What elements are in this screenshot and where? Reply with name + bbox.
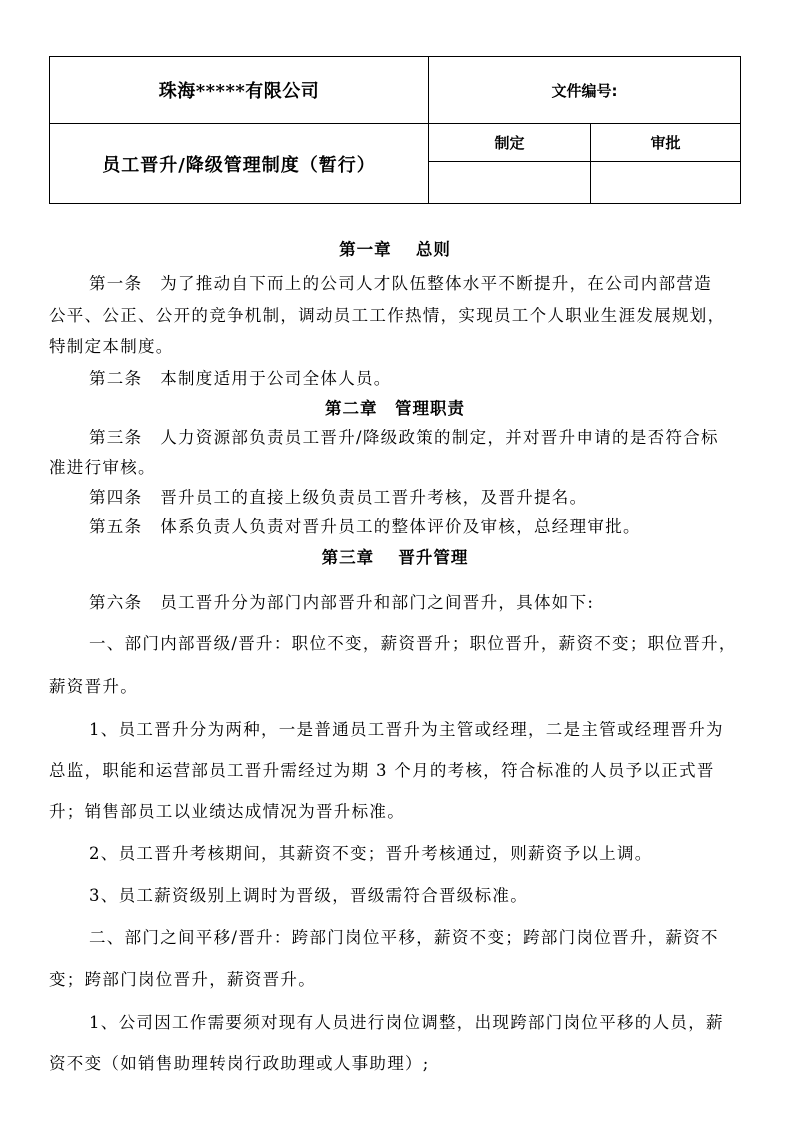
company-name: 珠海*****有限公司 [158,81,320,102]
article-line: 变；跨部门岗位晋升，薪资晋升。 [49,970,316,989]
approved-by-label: 审批 [650,134,681,152]
article-line: 3、员工薪资级别上调时为晋级，晋级需符合晋级标准。 [89,886,528,905]
article-line: 升；销售部员工以业绩达成情况为晋升标准。 [49,802,405,821]
article-line: 1、公司因工作需要须对现有人员进行岗位调整，出现跨部门岗位平移的人员，薪 [89,1013,724,1032]
chapter-heading: 第一章 总则 [339,240,451,259]
article-line: 1、员工晋升分为两种，一是普通员工晋升为主管或经理，二是主管或经理晋升为 [89,720,724,739]
article-line: 第三条 人力资源部负责员工晋升/降级政策的制定，并对晋升申请的是否符合标 [89,428,719,447]
article-line: 准进行审核。 [49,458,156,477]
table-divider [428,161,740,162]
article-line: 第一条 为了推动自下而上的公司人才队伍整体水平不断提升，在公司内部营造 [89,274,712,293]
article-line: 第五条 体系负责人负责对晋升员工的整体评价及审核，总经理审批。 [89,517,641,536]
header-table [49,56,741,204]
document-number-label: 文件编号: [551,81,618,100]
article-line: 公平、公正、公开的竞争机制，调动员工工作热情，实现员工个人职业生涯发展规划， [49,306,726,325]
chapter-heading: 第三章 晋升管理 [321,548,469,567]
article-line: 第六条 员工晋升分为部门内部晋升和部门之间晋升，具体如下: [89,593,595,612]
made-by-label: 制定 [494,134,525,152]
article-line: 特制定本制度。 [49,337,174,356]
article-line: 薪资晋升。 [49,677,138,696]
article-line: 2、员工晋升考核期间，其薪资不变；晋升考核通过，则薪资予以上调。 [89,844,653,863]
article-line: 总监，职能和运营部员工晋升需经过为期 3 个月的考核，符合标准的人员予以正式晋 [49,761,715,780]
article-line: 第四条 晋升员工的直接上级负责员工晋升考核，及晋升提名。 [89,488,588,507]
chapter-heading: 第二章 管理职责 [325,399,465,418]
policy-title: 员工晋升/降级管理制度（暂行） [102,154,376,176]
article-line: 二、部门之间平移/晋升：跨部门岗位平移，薪资不变；跨部门岗位晋升，薪资不 [89,928,719,947]
article-line: 第二条 本制度适用于公司全体人员。 [89,369,392,388]
article-line: 资不变（如销售助理转岗行政助理或人事助理）; [49,1054,430,1073]
article-line: 一、部门内部晋级/晋升：职位不变，薪资晋升；职位晋升，薪资不变；职位晋升， [89,634,737,653]
